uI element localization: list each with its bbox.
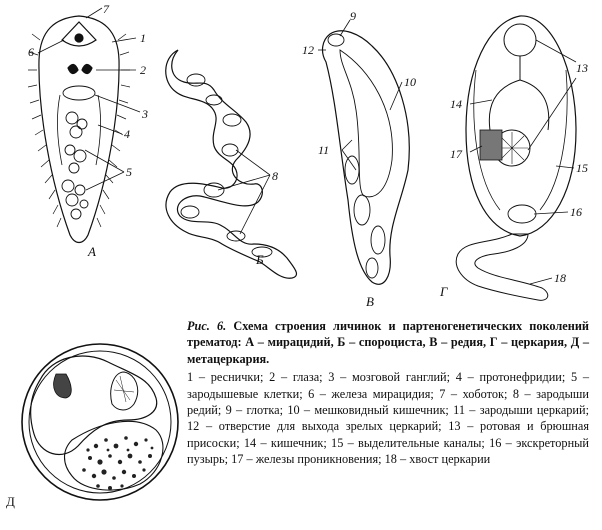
panel-label-a: А [88, 244, 96, 259]
callout-15: 15 [576, 161, 588, 175]
callout-9: 9 [350, 9, 356, 23]
panel-b-sporocyst [166, 50, 297, 278]
panel-label-v: В [366, 294, 374, 309]
panel-label-g: Г [440, 284, 448, 299]
redia-gut [340, 50, 392, 197]
callout-8: 8 [272, 169, 278, 183]
callout-6: 6 [28, 45, 34, 59]
miracidium-eyes [68, 64, 92, 73]
callout-5: 5 [126, 165, 132, 179]
caption-figure-number: Рис. 6. [187, 319, 227, 333]
callout-2: 2 [140, 63, 146, 77]
callout-16: 16 [570, 205, 582, 219]
figure-caption [187, 318, 589, 468]
cercaria-oral-sucker [504, 24, 536, 56]
metacercaria-cyst-outer [22, 344, 178, 500]
callout-14: 14 [450, 97, 462, 111]
metacercaria-body [31, 356, 157, 455]
callout-12: 12 [302, 43, 314, 57]
metacercaria-oral-sucker [54, 374, 72, 398]
cercaria-tail [456, 234, 548, 300]
callout-4: 4 [124, 127, 130, 141]
cercaria-body [466, 16, 576, 236]
callout-11: 11 [318, 143, 330, 157]
cercaria-excretory-bladder [508, 205, 536, 223]
callout-1: 1 [140, 31, 146, 45]
miracidium-germ-cells [62, 112, 88, 219]
panel-a-miracidium [28, 8, 140, 243]
miracidium-cilia [28, 34, 130, 227]
panel-label-d: Д [6, 494, 15, 509]
caption-title: Схема строения личинок и партеногенетических поколений трематод: А – мирацидий, Б – спороциста, В – редия, Г – церкария, Д – метацеркария. [187, 319, 589, 366]
callout-18: 18 [554, 271, 566, 285]
callout-3: 3 [142, 107, 148, 121]
sporocyst-body [166, 50, 297, 278]
panel-v-redia [318, 20, 409, 284]
callout-10: 10 [404, 75, 416, 89]
panel-d-metacercaria [22, 344, 178, 500]
cercaria-gut [489, 56, 548, 130]
redia-pharynx [328, 34, 344, 46]
metacercaria-cyst-inner [29, 351, 171, 493]
callout-17: 17 [450, 147, 462, 161]
redia-cercaria-embryos [345, 156, 385, 278]
panel-label-b: Б [256, 252, 264, 267]
cercaria-penetration-glands [480, 130, 502, 160]
panel-g-cercaria [456, 16, 576, 300]
caption-legend: 1 – реснички; 2 – глаза; 3 – мозговой ганглий; 4 – протонефридии; 5 – зародышевые клетки; 6 – железа мирацидия; 7 – хоботок; 8 – зародыши редий; 9 – глотка; 10 – мешковидный кишечник; 11 – зародыши церкарий; 12 – отверстие для выхода зрелых церкарий; 13 – ротовая и брюшная присоски; 14 – кишечник; 15 – выделительные каналы; 16 – экскреторный пузырь; 17 – железы проникновения; 18 – хвост церкарии [187, 370, 589, 467]
redia-body [323, 31, 410, 285]
caption-heading [187, 318, 589, 367]
callout-7: 7 [103, 2, 109, 16]
miracidium-body [39, 16, 119, 243]
callout-13: 13 [576, 61, 588, 75]
